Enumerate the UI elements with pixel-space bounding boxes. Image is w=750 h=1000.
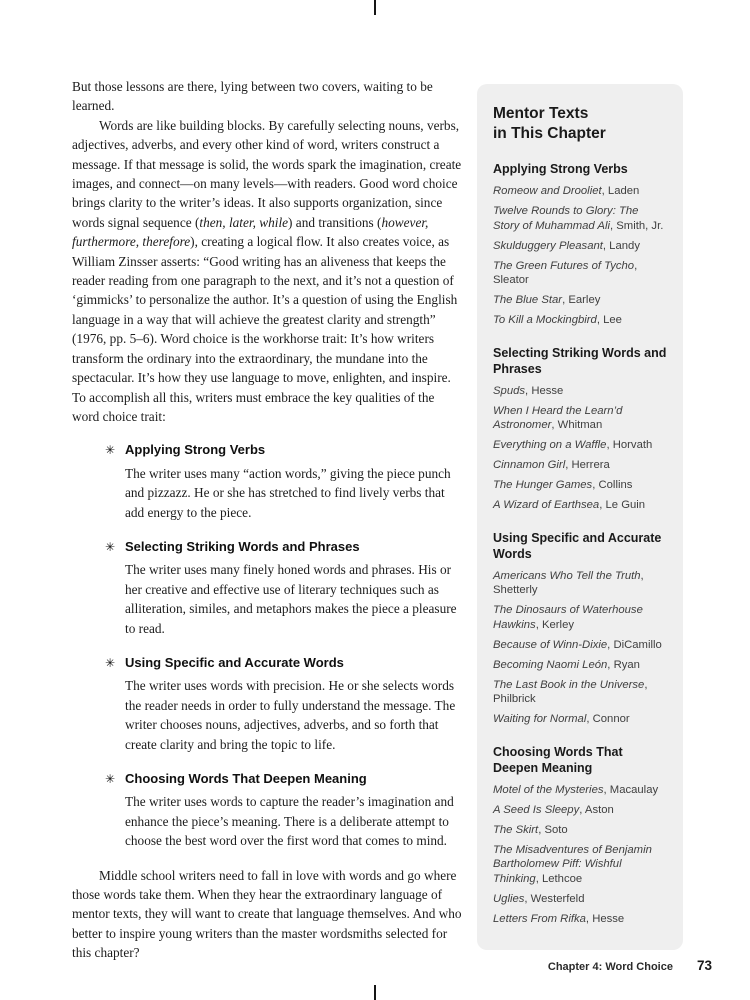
book-entry	[493, 783, 667, 798]
trait-qualities-list	[105, 440, 464, 850]
book-entry	[493, 458, 667, 473]
asterisk-bullet-icon: ✳	[105, 772, 116, 786]
sidebar-section-heading: Selecting Striking Words and Phrases	[493, 345, 667, 376]
book-entry	[493, 293, 667, 308]
book-author: , Horvath	[606, 439, 653, 451]
book-author: , Lee	[596, 314, 622, 326]
quality-heading: Using Specific and Accurate Words	[125, 654, 344, 670]
book-entry	[493, 843, 667, 887]
quality-heading-row	[105, 440, 464, 460]
book-author: , Smith, Jr.	[610, 219, 664, 232]
book-entry	[493, 823, 667, 838]
word-choice-paragraph: Words are like building blocks. By carefully selecting nouns, verbs, adjectives, adverbs, and every other kind of word, writers construct a message. If that message is solid, the words spark the imagination, create images, and connect—on many levels—with readers. Good word choice brings clarity to the writer’s ideas. It also supports organization, since words signal sequence (then, later, while) and transitions (however, furthermore, therefore), creating a logical flow. It also creates voice, as William Zinsser asserts: “Good writing has an aliveness that keeps the reader reading from one paragraph to the next, and it’s not a question of ‘gimmicks’ to personalize the author. It’s a question of using the English language in a way that will achieve the greatest clarity and strength” (1976, pp. 5–6). Word choice is the workhorse trait: It’s how writers transform the ordinary into the extraordinary, the mundane into the spectacular. It’s how they use language to move, enlighten, and inspire. To accomplish all this, writers must embrace the key qualities of the word choice trait:	[72, 117, 462, 424]
mentor-texts-sidebar	[477, 84, 683, 950]
book-entry	[493, 313, 667, 328]
book-entry	[493, 569, 667, 598]
book-author: , Lethcoe	[535, 872, 583, 885]
book-title: Waiting for Normal	[493, 713, 587, 725]
asterisk-bullet-icon: ✳	[105, 443, 116, 458]
book-title: Spuds	[493, 384, 526, 397]
book-author: , Landy	[602, 239, 640, 252]
chapter-label: Chapter 4: Word Choice	[547, 961, 673, 973]
quality-item	[105, 537, 464, 638]
sidebar-section-heading: Using Specific and Accurate Words	[493, 530, 662, 561]
book-title: Americans Who Tell the Truth	[493, 569, 641, 582]
book-author: , Laden	[601, 185, 640, 197]
sidebar-section-heading: Choosing Words That Deepen Meaning	[493, 744, 623, 775]
book-author: , Le Guin	[599, 499, 646, 511]
book-title: To Kill a Mockingbird	[493, 314, 597, 326]
book-title: Everything on a Waffle	[493, 439, 607, 451]
book-author: , Shetterly	[493, 569, 644, 596]
book-entry	[493, 204, 667, 233]
book-author: , DiCamillo	[607, 638, 662, 651]
book-title: The Skirt	[493, 823, 539, 836]
sidebar-title	[493, 104, 667, 144]
quality-description: The writer uses many “action words,” giving the piece punch and pizzazz. He or she has stretched to find lively verbs that add energy to the piece.	[125, 465, 451, 520]
book-author: , Herrera	[565, 459, 610, 471]
book-author: , Macaulay	[603, 783, 659, 796]
quality-description: The writer uses many finely honed words and phrases. His or her creative and effective use of literary techniques such as alliteration, similes, and metaphors makes the piece a pleasure to read.	[125, 562, 457, 636]
book-entry	[493, 498, 667, 513]
book-title: Motel of the Mysteries	[493, 783, 604, 796]
book-title: Twelve Rounds to Glory: The Story of Muhammad Ali	[493, 205, 639, 232]
book-title: Because of Winn-Dixie	[493, 638, 608, 651]
book-entry	[493, 678, 667, 707]
book-entry	[493, 259, 667, 288]
book-author: , Earley	[562, 294, 601, 306]
book-title: A Wizard of Earthsea	[493, 499, 600, 511]
book-title: The Misadventures of Benjamin Bartholomew Piff: Wishful Thinking	[493, 843, 652, 885]
book-entry	[493, 892, 667, 907]
book-title: Skulduggery Pleasant	[493, 239, 603, 252]
quality-heading-row	[105, 769, 464, 789]
book-author: , Sleator	[493, 259, 638, 286]
quality-heading: Choosing Words That Deepen Meaning	[125, 771, 367, 786]
book-entry	[493, 912, 667, 927]
book-entry	[493, 384, 667, 399]
book-entry	[493, 239, 667, 254]
closing-paragraph: Middle school writers need to fall in love with words and go where those words take them. When they hear the extraordinary language of mentor texts, they will want to create that language themselves. And who better to inspire young writers than the master wordsmiths selected for this chapter?	[72, 867, 462, 961]
book-title: Cinnamon Girl	[493, 459, 566, 471]
book-author: , Philbrick	[493, 678, 648, 705]
book-author: , Soto	[538, 823, 568, 836]
book-author: , Connor	[586, 713, 630, 725]
book-title: Letters From Rifka	[493, 912, 586, 925]
book-entry	[493, 438, 667, 453]
book-title: When I Heard the Learn’d Astronomer	[493, 404, 623, 431]
page-footer	[548, 958, 712, 973]
book-title: Uglies	[493, 892, 525, 905]
book-entry	[493, 404, 667, 433]
quality-description: The writer uses words with precision. He or she selects words the reader needs in order to fully understand the message. The writer chooses nouns, adjectives, adverbs, and so forth that create clarity and bring the topic to life.	[125, 678, 456, 752]
asterisk-bullet-icon: ✳	[105, 655, 116, 670]
quality-item	[105, 769, 464, 851]
book-author: , Hesse	[525, 384, 564, 397]
asterisk-bullet-icon: ✳	[105, 539, 116, 554]
book-entry	[493, 603, 667, 632]
book-title: A Seed Is Sleepy	[493, 803, 580, 816]
quality-item	[105, 440, 464, 522]
book-title: The Blue Star	[493, 294, 563, 306]
crop-mark-top	[374, 0, 376, 15]
book-entry	[493, 638, 667, 653]
book-entry	[493, 803, 667, 818]
book-title: The Hunger Games	[493, 479, 593, 491]
body-text-column	[72, 77, 464, 963]
opening-paragraph: But those lessons are there, lying between two covers, waiting to be learned.	[72, 79, 433, 114]
sidebar-title-line: Mentor Texts	[493, 105, 589, 122]
quality-heading: Selecting Striking Words and Phrases	[125, 538, 360, 554]
sidebar-section-heading: Applying Strong Verbs	[493, 162, 628, 176]
quality-heading-row	[105, 653, 464, 673]
book-entry	[493, 712, 667, 727]
book-entry	[493, 658, 667, 673]
book-author: , Hesse	[585, 912, 625, 925]
sidebar-section-selecting-striking-words	[493, 345, 667, 513]
sidebar-title-line: in This Chapter	[493, 125, 606, 142]
quality-description: The writer uses words to capture the reader’s imagination and enhance the piece’s meaning. There is a deliberate attempt to choose the best word over the first word that comes to mind.	[125, 794, 454, 849]
book-author: , Whitman	[551, 419, 603, 431]
book-title: Romeow and Drooliet	[493, 185, 602, 197]
book-title: The Dinosaurs of Waterhouse Hawkins	[493, 604, 643, 631]
page-number: 73	[696, 958, 712, 973]
book-title: The Last Book in the Universe	[493, 678, 645, 691]
book-author: , Westerfeld	[524, 892, 585, 905]
sidebar-section-using-specific-words	[493, 530, 667, 727]
book-title: Becoming Naomi León	[493, 658, 608, 671]
book-author: , Kerley	[535, 618, 575, 631]
crop-mark-bottom	[374, 985, 376, 1000]
book-title: The Green Futures of Tycho	[493, 259, 635, 272]
sidebar-section-choosing-words	[493, 744, 667, 927]
book-entry	[493, 184, 667, 199]
book-entry	[493, 478, 667, 493]
book-author: , Collins	[592, 479, 633, 491]
sidebar-section-applying-strong-verbs	[493, 161, 667, 328]
quality-heading: Applying Strong Verbs	[125, 442, 266, 458]
book-author: , Aston	[579, 803, 614, 816]
book-author: , Ryan	[607, 658, 640, 671]
quality-item	[105, 653, 464, 754]
quality-heading-row	[105, 537, 464, 557]
